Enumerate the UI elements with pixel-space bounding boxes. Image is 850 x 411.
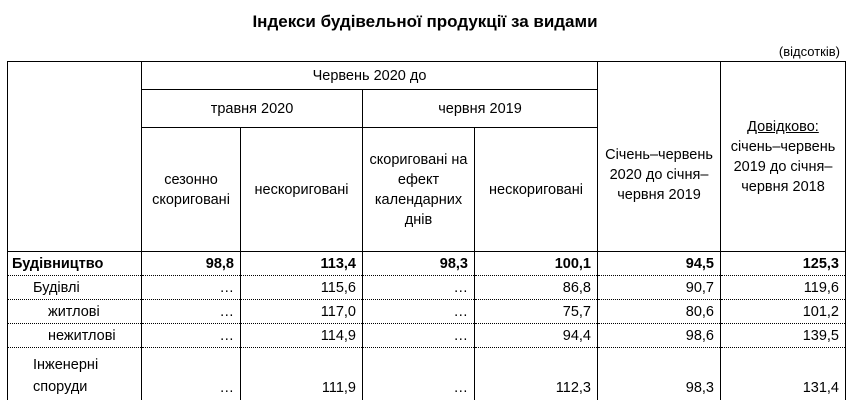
unit-label: (відсотків): [778, 44, 840, 59]
header-calendar-adjusted: скориговані на ефект календарних днів: [363, 128, 475, 252]
header-ytd-text: Січень–червень 2020 до січня–червня 2019: [605, 146, 713, 203]
cell: …: [142, 300, 241, 324]
table-row: [8, 300, 846, 324]
construction-index-table: [7, 61, 846, 400]
header-reference-body: січень–червень 2019 до січня–червня 2018: [730, 138, 836, 195]
row-label: нежитлові: [8, 324, 142, 348]
header-june-2019: червня 2019: [363, 90, 598, 128]
cell: 94,5: [598, 252, 721, 276]
row-label: Будівлі: [8, 276, 142, 300]
cell: 101,2: [721, 300, 846, 324]
table-row: [8, 252, 846, 276]
table-row: [8, 324, 846, 348]
cell: …: [363, 276, 475, 300]
row-label-header: [8, 62, 142, 252]
cell: 94,4: [475, 324, 598, 348]
row-label: Будівництво: [8, 252, 142, 276]
table-row: [8, 348, 846, 400]
cell: 100,1: [475, 252, 598, 276]
cell: …: [142, 324, 241, 348]
cell: 98,3: [363, 252, 475, 276]
cell: 131,4: [721, 348, 846, 400]
cell: 114,9: [241, 324, 363, 348]
row-label: житлові: [8, 300, 142, 324]
page-title: Індекси будівельної продукції за видами: [252, 12, 598, 31]
row-label: Інженерні споруди: [8, 348, 142, 400]
cell: 115,6: [241, 276, 363, 300]
cell: …: [363, 348, 475, 400]
cell: 112,3: [475, 348, 598, 400]
header-group-june-2020: Червень 2020 до: [142, 62, 598, 90]
cell: 98,3: [598, 348, 721, 400]
cell: 98,6: [598, 324, 721, 348]
header-reference-title: Довідково:: [747, 118, 819, 135]
cell: 75,7: [475, 300, 598, 324]
header-unadjusted-june: нескориговані: [475, 128, 598, 252]
cell: …: [142, 276, 241, 300]
cell: 90,7: [598, 276, 721, 300]
cell: …: [363, 300, 475, 324]
cell: …: [142, 348, 241, 400]
cell: 119,6: [721, 276, 846, 300]
cell: 113,4: [241, 252, 363, 276]
header-may-2020: травня 2020: [142, 90, 363, 128]
header-seasonally-adjusted: сезонно скориговані: [142, 128, 241, 252]
header-ytd: [598, 62, 721, 252]
cell: 111,9: [241, 348, 363, 400]
header-reference: [721, 62, 846, 252]
cell: 80,6: [598, 300, 721, 324]
cell: …: [363, 324, 475, 348]
cell: 98,8: [142, 252, 241, 276]
table-row: [8, 276, 846, 300]
cell: 125,3: [721, 252, 846, 276]
header-unadjusted-may: нескориговані: [241, 128, 363, 252]
cell: 117,0: [241, 300, 363, 324]
cell: 139,5: [721, 324, 846, 348]
cell: 86,8: [475, 276, 598, 300]
